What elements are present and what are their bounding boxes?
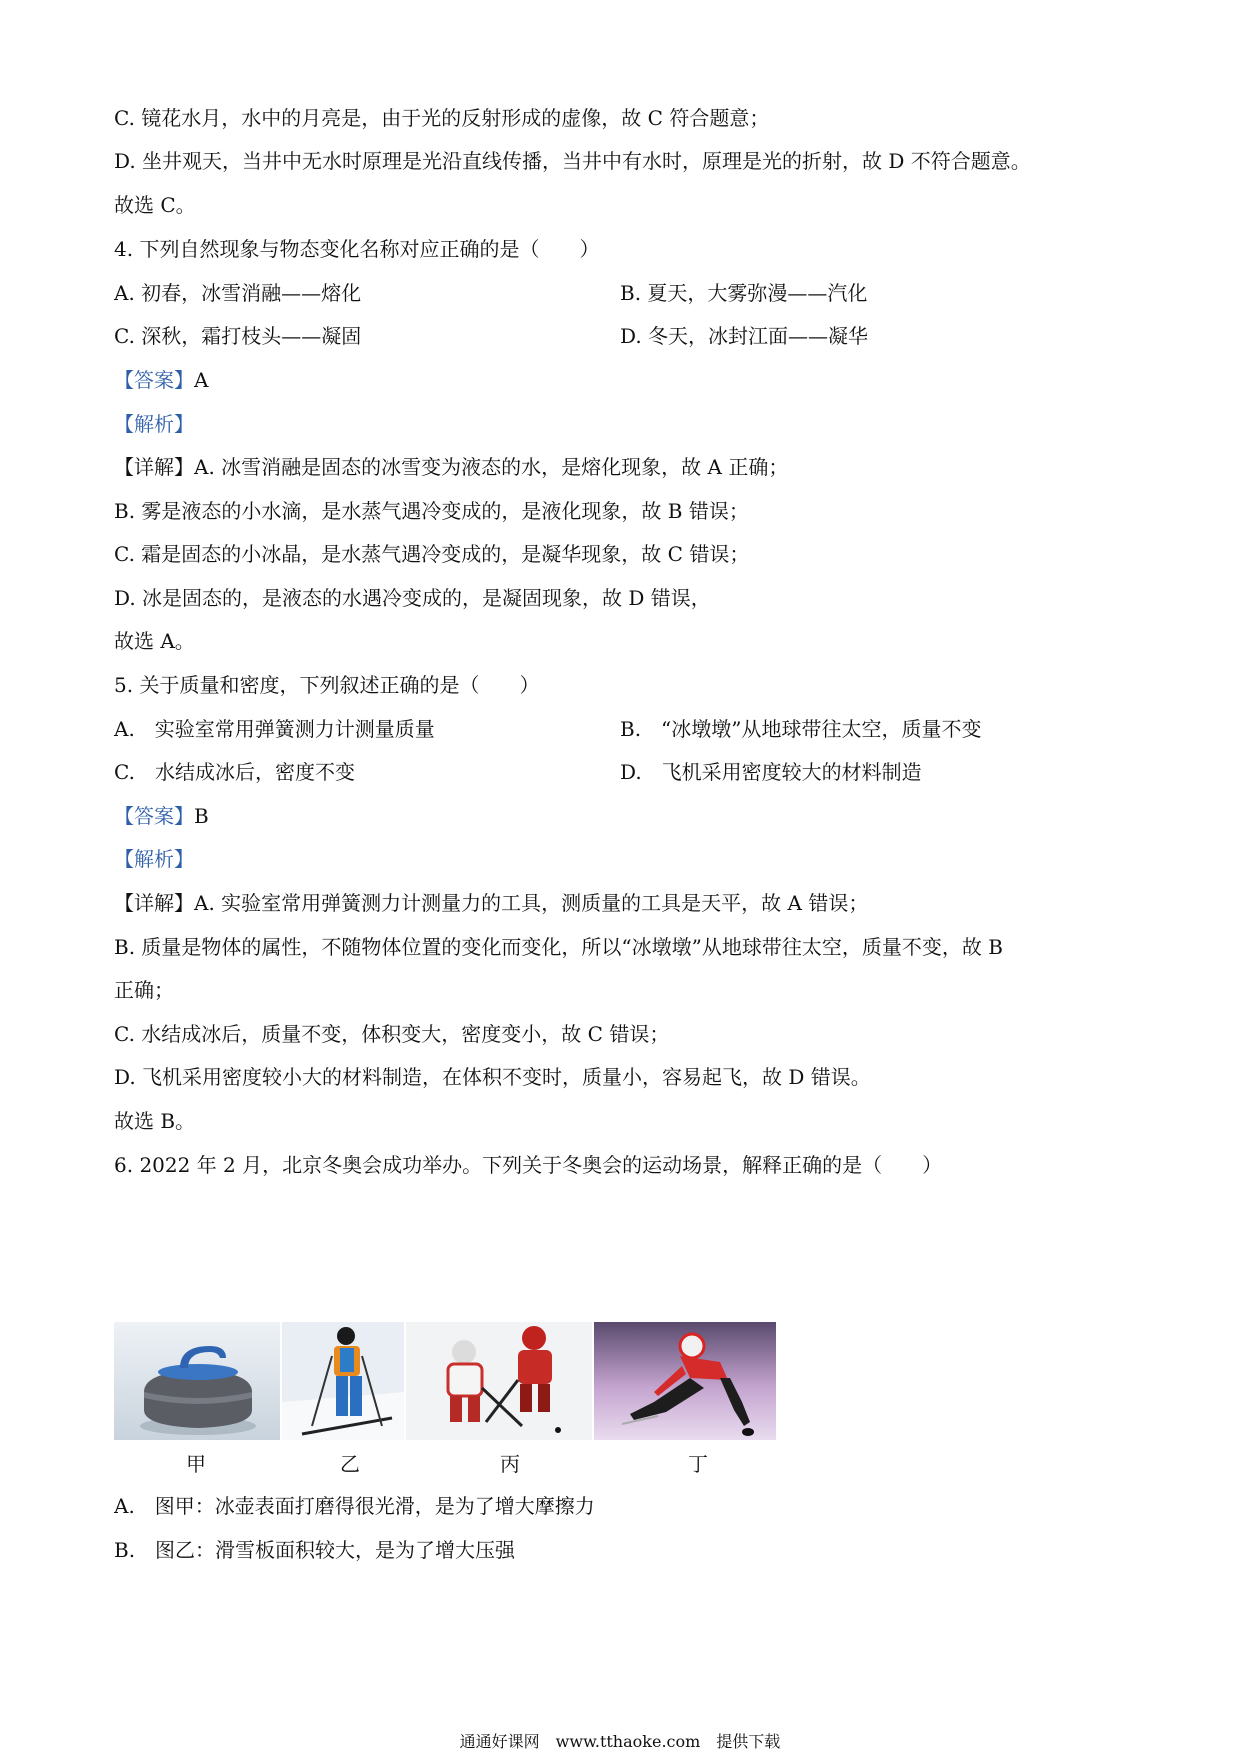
speed-skater-photo bbox=[594, 1322, 776, 1440]
q5-explanation-a bbox=[114, 890, 868, 916]
ice-hockey-photo bbox=[406, 1322, 592, 1440]
answer-value: A bbox=[194, 368, 209, 392]
skier-photo bbox=[282, 1322, 404, 1440]
q5-answer bbox=[114, 803, 209, 829]
q4-option-c: C. 深秋，霜打枝头——凝固 bbox=[114, 324, 362, 348]
question-6-stem: 6. 2022 年 2 月，北京冬奥会成功举办。下列关于冬奥会的运动场景，解释正确的是（ ） bbox=[114, 1153, 943, 1177]
q5-explanation-b: B. 质量是物体的属性，不随物体位置的变化而变化，所以“冰墩墩”从地球带往太空，质量不变，故 B bbox=[114, 935, 1003, 959]
q4-choose: 故选 A。 bbox=[114, 629, 195, 653]
detail-tag: 【详解】 bbox=[114, 891, 194, 915]
q4-answer bbox=[114, 367, 208, 393]
q4-explanation-c: C. 霜是固态的小冰晶，是水蒸气遇冷变成的，是凝华现象，故 C 错误； bbox=[114, 542, 750, 566]
answer-value: B bbox=[194, 804, 209, 828]
q4-option-a: A. 初春，冰雪消融——熔化 bbox=[114, 281, 362, 305]
answer-tag: 【答案】 bbox=[114, 368, 194, 392]
q4-explanation-b: B. 雾是液态的小水滴，是水蒸气遇冷变成的，是液化现象，故 B 错误； bbox=[114, 499, 749, 523]
detail-tag: 【详解】 bbox=[114, 455, 194, 479]
photo-caption-ding: 丁 bbox=[688, 1452, 708, 1476]
q5-option-d: D. 飞机采用密度较大的材料制造 bbox=[620, 760, 922, 784]
explanation-text: A. 实验室常用弹簧测力计测量力的工具，测质量的工具是天平，故 A 错误； bbox=[194, 891, 869, 915]
q6-option-b: B. 图乙：滑雪板面积较大，是为了增大压强 bbox=[114, 1538, 516, 1562]
explanation-text: A. 冰雪消融是固态的冰雪变为液态的水，是熔化现象，故 A 正确； bbox=[194, 455, 789, 479]
q5-choose: 故选 B。 bbox=[114, 1109, 196, 1133]
photo-caption-yi: 乙 bbox=[340, 1452, 360, 1476]
q4-option-b: B. 夏天，大雾弥漫——汽化 bbox=[620, 281, 868, 305]
q5-analysis-tag: 【解析】 bbox=[114, 847, 194, 871]
text-line: C. 镜花水月，水中的月亮是，由于光的反射形成的虚像，故 C 符合题意； bbox=[114, 106, 770, 130]
page-footer: 通通好课网 www.tthaoke.com 提供下载 bbox=[459, 1732, 781, 1751]
text-line: D. 坐井观天，当井中无水时原理是光沿直线传播，当井中有水时，原理是光的折射，故 D 不符合题意。 bbox=[114, 149, 1031, 173]
q6-option-a: A. 图甲：冰壶表面打磨得很光滑，是为了增大摩擦力 bbox=[114, 1494, 595, 1518]
text-line: 故选 C。 bbox=[114, 193, 196, 217]
q5-option-c: C. 水结成冰后，密度不变 bbox=[114, 760, 355, 784]
q4-option-d: D. 冬天，冰封江面——凝华 bbox=[620, 324, 869, 348]
q5-explanation-b-cont: 正确； bbox=[114, 978, 174, 1002]
q4-analysis-tag: 【解析】 bbox=[114, 412, 194, 436]
sports-photo-strip bbox=[114, 1322, 786, 1440]
q5-option-b: B. “冰墩墩”从地球带往太空，质量不变 bbox=[620, 717, 982, 741]
photo-caption-jia: 甲 bbox=[186, 1452, 206, 1476]
q5-explanation-d: D. 飞机采用密度较小大的材料制造，在体积不变时，质量小，容易起飞，故 D 错误。 bbox=[114, 1065, 871, 1089]
curling-stone-photo bbox=[114, 1322, 280, 1440]
q4-explanation-a bbox=[114, 454, 788, 480]
question-4-stem: 4. 下列自然现象与物态变化名称对应正确的是（ ） bbox=[114, 237, 600, 261]
q5-explanation-c: C. 水结成冰后，质量不变，体积变大，密度变小，故 C 错误； bbox=[114, 1022, 670, 1046]
question-5-stem: 5. 关于质量和密度，下列叙述正确的是（ ） bbox=[114, 673, 540, 697]
photo-caption-bing: 丙 bbox=[500, 1452, 520, 1476]
q4-explanation-d: D. 冰是固态的，是液态的水遇冷变成的，是凝固现象，故 D 错误， bbox=[114, 586, 711, 610]
q5-option-a: A. 实验室常用弹簧测力计测量质量 bbox=[114, 717, 435, 741]
answer-tag: 【答案】 bbox=[114, 804, 194, 828]
